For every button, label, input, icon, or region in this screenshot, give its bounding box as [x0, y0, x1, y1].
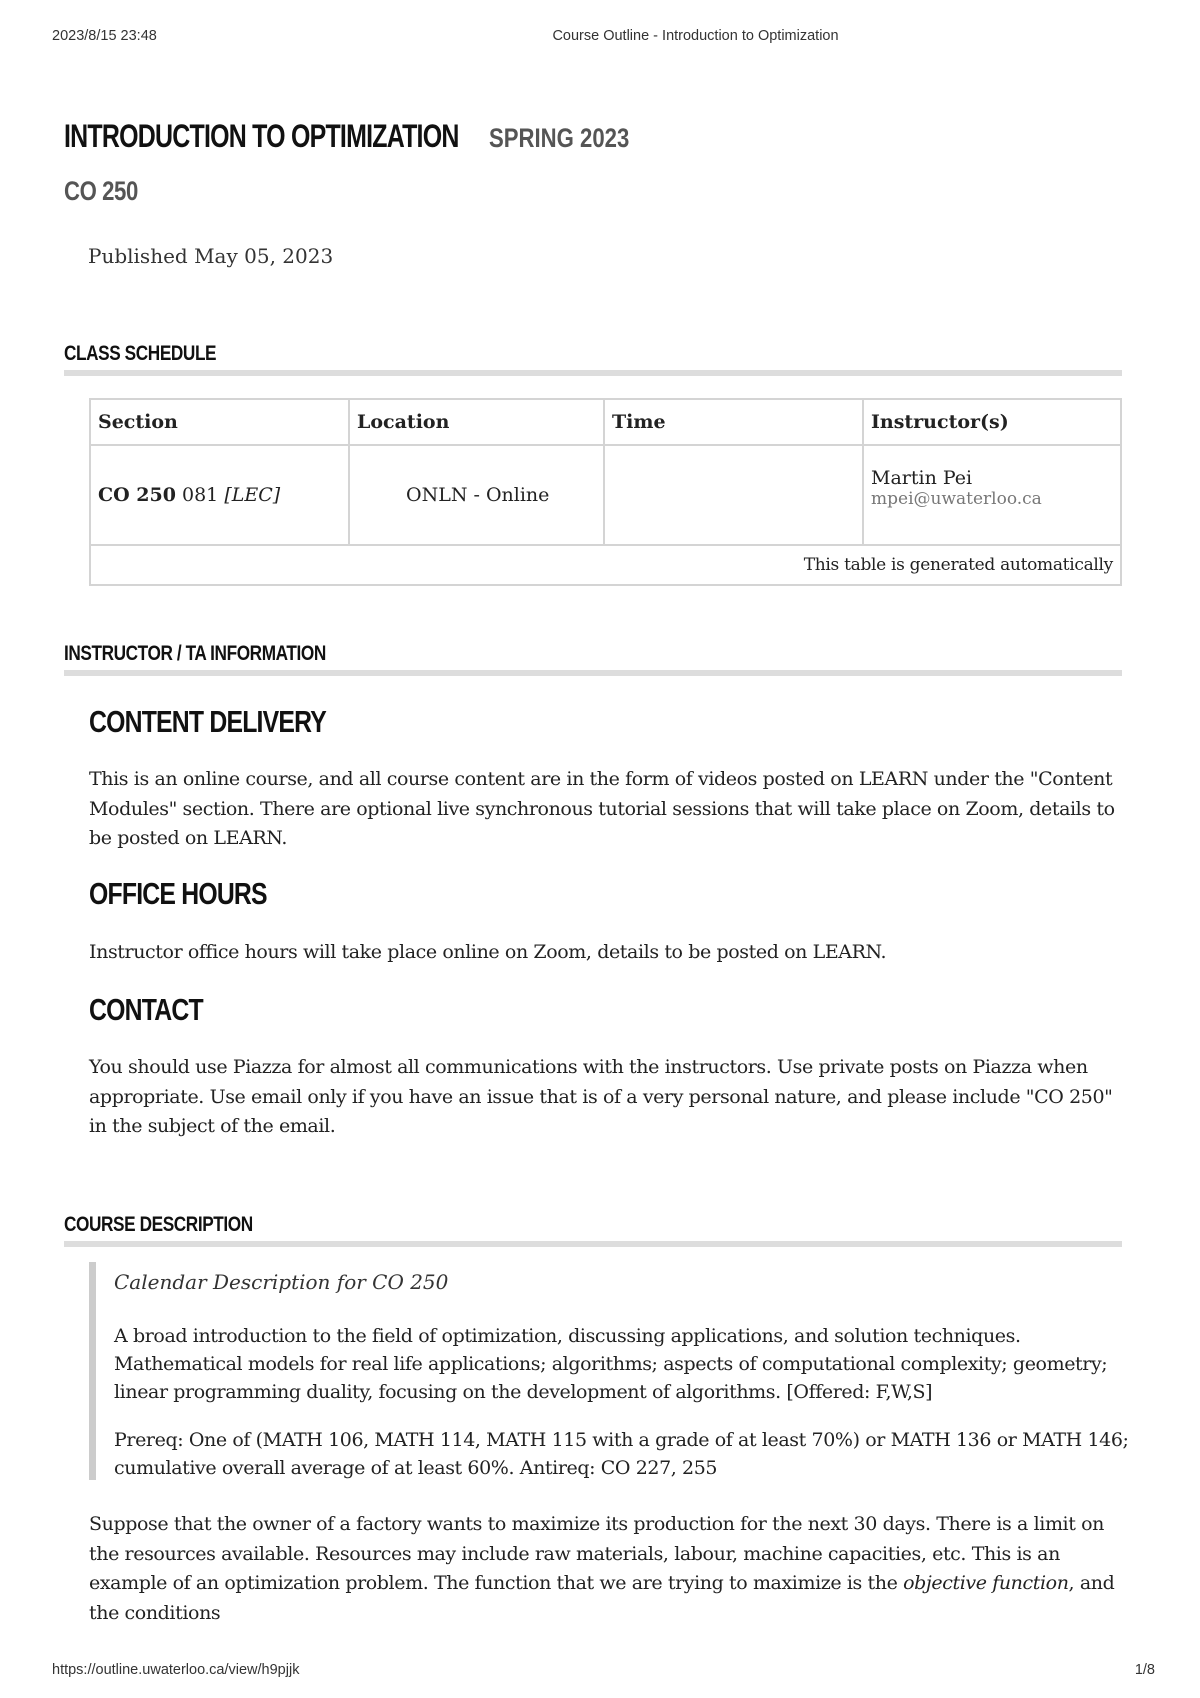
calendar-description-title: Calendar Description for CO 250 [114, 1270, 449, 1294]
print-page-number: 1/8 [1134, 1662, 1155, 1678]
course-code: CO 250 [64, 176, 138, 206]
prereq-text: Prereq: One of (MATH 106, MATH 114, MATH 115 with a grade of at least 70%) or MATH 136 or MATH 146; cumulative overall average of at least 60%. Antireq: CO 227, 255 [114, 1429, 1129, 1479]
course-term: SPRING 2023 [488, 123, 630, 153]
section-course-code: CO 250 [98, 484, 176, 506]
contact-heading: CONTACT [89, 992, 203, 1027]
office-hours-text: Instructor office hours will take place online on Zoom, details to be posted on LEARN. [89, 941, 887, 963]
schedule-table [89, 398, 1122, 586]
print-page-title: Course Outline - Introduction to Optimization [552, 28, 839, 44]
print-url: https://outline.uwaterloo.ca/view/h9pjjk [52, 1662, 300, 1678]
cell-time [604, 445, 863, 545]
table-footer-row [90, 545, 1121, 585]
col-location: Location [349, 399, 604, 445]
office-hours-heading: OFFICE HOURS [89, 876, 267, 911]
course-description-body: Suppose that the owner of a factory wants to maximize its production for the next 30 days. There is a limit on the resources available. Resources may include raw materials, labour, machine capacities, etc. This is an example of an optimization problem. The function that we are trying to maximize is the objective function, and the conditions [89, 1513, 1115, 1624]
calendar-description-text: A broad introduction to the field of optimization, discussing applications, and solution techniques. Mathematical models for real life applications; algorithms; aspects of computational complexity; geometry; linear programming duality, focusing on the development of algorithms. [Offered: F,W,S] [114, 1325, 1108, 1403]
table-generated-note: This table is generated automatically [90, 545, 1121, 585]
instructor-name: Martin Pei [871, 467, 973, 489]
cell-section [90, 445, 349, 545]
instructor-email-link[interactable]: mpei@uwaterloo.ca [871, 489, 1042, 509]
calendar-description-quote [89, 1262, 1136, 1480]
col-instructors: Instructor(s) [863, 399, 1121, 445]
cell-instructor [863, 445, 1121, 545]
cell-location: ONLN - Online [349, 445, 604, 545]
course-title-row [64, 118, 660, 155]
contact-text: You should use Piazza for almost all communications with the instructors. Use private posts on Piazza when appropriate. Use email only if you have an issue that is of a very personal nature, and please include "CO 250" in the subject of the email. [89, 1056, 1113, 1137]
col-section: Section [90, 399, 349, 445]
content-delivery-text: This is an online course, and all course content are in the form of videos posted on LEARN under the "Content Modules" section. There are optional live synchronous tutorial sessions that will take place on Zoom, details to be posted on LEARN. [89, 768, 1115, 849]
table-row [90, 445, 1121, 545]
course-title: INTRODUCTION TO OPTIMIZATION [64, 118, 459, 154]
print-datetime: 2023/8/15 23:48 [52, 28, 157, 44]
class-schedule-heading: CLASS SCHEDULE [64, 342, 1122, 376]
published-date: Published May 05, 2023 [88, 244, 334, 268]
section-type: [LEC] [224, 484, 281, 506]
section-number: 081 [182, 484, 219, 506]
objective-function-term: objective function [903, 1572, 1069, 1594]
instructor-info-heading: INSTRUCTOR / TA INFORMATION [64, 642, 1122, 676]
col-time: Time [604, 399, 863, 445]
table-header-row [90, 399, 1121, 445]
content-delivery-heading: CONTENT DELIVERY [89, 704, 327, 739]
course-description-heading: COURSE DESCRIPTION [64, 1213, 1122, 1247]
